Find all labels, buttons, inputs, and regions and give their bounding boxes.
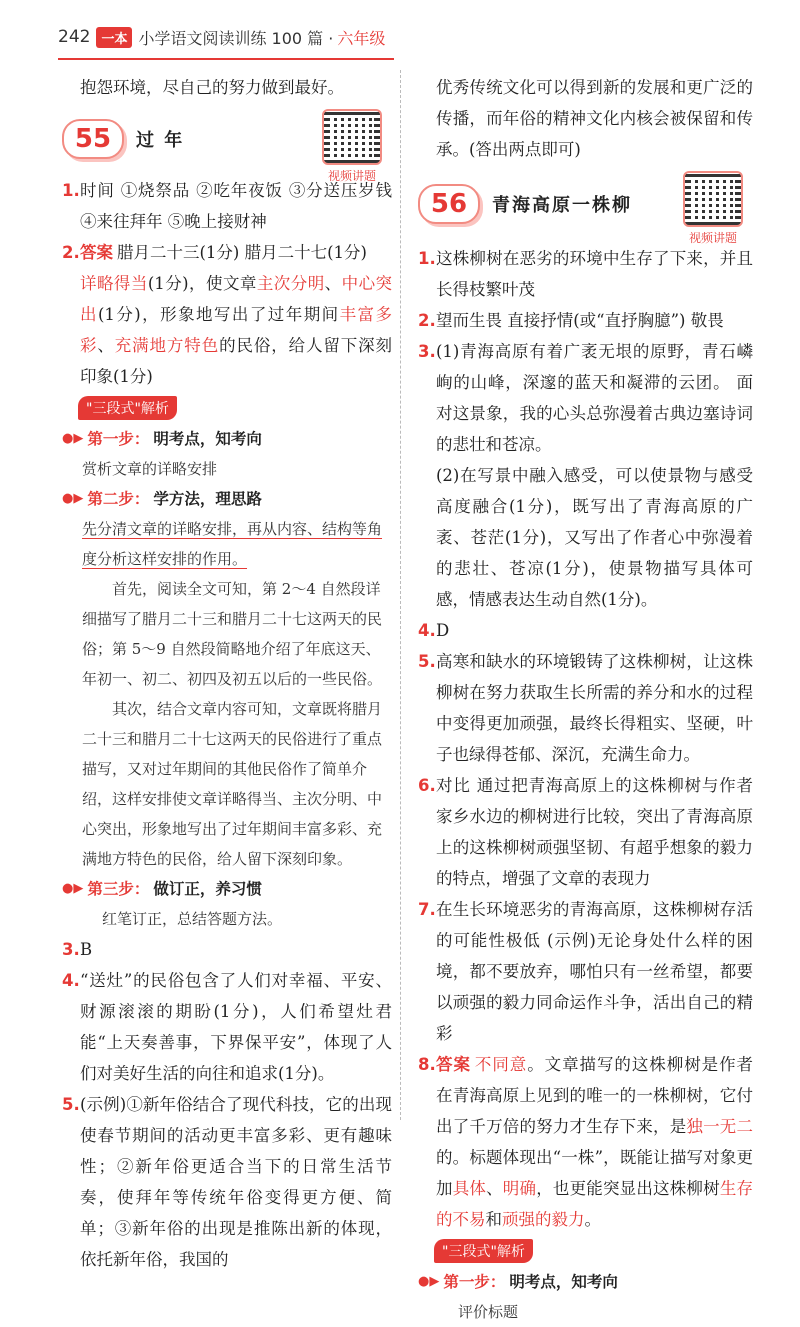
section-56-header [418, 165, 753, 243]
text-run: 。 [584, 1210, 601, 1229]
answer-item [418, 615, 753, 646]
header-rule [58, 58, 394, 60]
page-number: 242 [58, 27, 91, 47]
left-intro: 抱怨环境，尽自己的努力做到最好。 [80, 78, 344, 97]
highlight-text: 充满地方特色 [114, 336, 220, 355]
item-number: 3. [62, 940, 80, 959]
text-run: ，也更能突显出这株柳树 [536, 1179, 720, 1198]
right-continuation: 优秀传统文化可以得到新的发展和更广泛的传播，而年俗的精神文化内核会被保留和传承。(答出两点即可) [436, 78, 753, 159]
step-text: 评价标题 [458, 1303, 519, 1321]
arrow-icon: ●▶ [62, 431, 84, 446]
right-column [418, 72, 753, 1327]
text-run: 。文章描写的这株柳树是作者在青海高原上见到的唯一的一株柳树，它付出了千万倍的努力才生存下来，是 [436, 1055, 754, 1136]
highlight-text: 不同意 [474, 1055, 528, 1074]
item-text: D [436, 621, 450, 640]
section-number-badge: 55 [62, 119, 124, 159]
left-column [62, 72, 392, 1275]
item-number: 4. [418, 621, 436, 640]
arrow-icon: ●▶ [418, 1274, 440, 1289]
step-title: 做订正，养习惯 [153, 880, 262, 898]
highlight-text: 生存的不易 [436, 1179, 754, 1229]
step-1 [418, 1267, 753, 1297]
item-text: 对比 通过把青海高原上的这株柳树与作者家乡水边的柳树进行比较，突出了青海高原上的这株柳树顽强坚韧、有超乎想象的毅力的特点，增强了文章的表现力 [436, 776, 753, 888]
underlined-text: 先分清文章的详略安排，再从内容、结构等角度分析这样安排的作用。 [82, 520, 383, 568]
answer-label: 答案 [436, 1055, 471, 1074]
step-text-underlined [62, 514, 392, 574]
answer-item [418, 336, 753, 615]
answer-item [62, 1089, 392, 1275]
text-run: 和 [485, 1210, 502, 1229]
step-label: 第一步： [443, 1273, 506, 1291]
answer-item [418, 1049, 753, 1235]
highlight-text: 明确 [502, 1179, 537, 1198]
item-number: 1. [62, 181, 80, 200]
qr-label: 视频讲题 [327, 169, 376, 183]
text-run: 、 [324, 274, 342, 293]
answer-item [62, 175, 392, 237]
text-run: (2)在写景中融入感受，可以使景物与感受高度融合(1分)，既写出了青海高原的广袤、苍茫(1分)，又写出了作者心中弥漫着的悲壮、苍凉(1分)，使景物描写具体可感，情感表达生动自然(1分)。 [436, 466, 753, 609]
step-text: 赏析文章的详略安排 [82, 460, 218, 478]
highlight-text: 中心突出 [80, 274, 393, 324]
answer-item [418, 646, 753, 770]
item-number: 5. [418, 652, 436, 671]
item-number: 8. [418, 1055, 436, 1074]
qr-label: 视频讲题 [688, 231, 737, 245]
qr-code-block[interactable] [681, 171, 745, 246]
arrow-icon: ●▶ [62, 881, 84, 896]
qr-code-icon[interactable] [683, 171, 743, 227]
item-text [80, 237, 392, 392]
item-text [436, 336, 753, 615]
item-text: B [80, 940, 93, 959]
text-run: 腊月二十三(1分) 腊月二十七(1分) [117, 243, 367, 262]
qr-code-block[interactable] [320, 109, 384, 184]
step-paragraph-2: 其次，结合文章内容可知，文章既将腊月二十三和腊月二十七这两天的民俗进行了重点描写，又对过年期间的其他民俗作了简单介绍，这样安排使文章详略得当、主次分明、中心突出，形象地写出了过年期间丰富多彩、充满地方特色的民俗，给人留下深刻印象。 [82, 700, 383, 868]
item-text: 望而生畏 直接抒情(或“直抒胸臆”) 敬畏 [436, 311, 724, 330]
item-number: 2. [418, 311, 436, 330]
item-text: 这株柳树在恶劣的环境中生存了下来，并且长得枝繁叶茂 [436, 249, 753, 299]
step-label: 第二步： [87, 490, 150, 508]
section-55-header [62, 103, 392, 183]
item-number: 2. [62, 243, 80, 262]
answer-label: 答案 [80, 243, 113, 262]
answer-item [418, 243, 753, 305]
grade-label: 六年级 [337, 28, 386, 48]
highlight-text: 详略得当 [80, 274, 148, 293]
highlight-text: 具体 [452, 1179, 487, 1198]
item-text: 在生长环境恶劣的青海高原，这株柳树存活的可能性极低 (示例)无论身处什么样的困境，都不要放弃，哪怕只有一丝希望，都要以顽强的毅力同命运作斗争，活出自己的精彩 [436, 900, 753, 1043]
section-title: 青海高原一株柳 [492, 195, 632, 216]
answer-item [418, 305, 753, 336]
analysis-tag: "三段式"解析 [78, 396, 177, 420]
highlight-text: 顽强的毅力 [502, 1210, 585, 1229]
step-2 [62, 484, 392, 514]
text-run: 、 [97, 336, 115, 355]
brand-logo: 一本 [96, 27, 132, 48]
step-1 [62, 424, 392, 454]
text-run: (1)青海高原有着广袤无垠的原野，青石嶙峋的山峰，深邃的蓝天和凝滞的云团。 面对这景象，我的心头总弥漫着古典边塞诗词的悲壮和苍凉。 [436, 342, 753, 454]
item-number: 5. [62, 1095, 80, 1114]
item-text [436, 1049, 753, 1235]
text-run: 的。标题体现出“一株”，既能让描写对象更加 [436, 1148, 753, 1198]
section-title: 过 年 [136, 130, 185, 151]
step-title: 明考点，知考向 [509, 1273, 618, 1291]
answer-item [62, 237, 392, 392]
text-run: 的民俗，给人留下深刻印象(1分) [80, 336, 393, 386]
item-number: 7. [418, 900, 436, 919]
item-number: 1. [418, 249, 436, 268]
section-number-badge: 56 [418, 184, 480, 224]
text-run: 、 [486, 1179, 503, 1198]
answer-item [418, 894, 753, 1049]
step-title: 明考点，知考向 [153, 430, 262, 448]
arrow-icon: ●▶ [62, 491, 84, 506]
answer-item [62, 934, 392, 965]
highlight-text: 独一无二 [686, 1117, 754, 1136]
book-title: 小学语文阅读训练 100 篇 · [138, 28, 334, 48]
item-number: 4. [62, 971, 80, 990]
step-label: 第一步： [87, 430, 150, 448]
item-number: 3. [418, 342, 436, 361]
step-paragraph-1: 首先，阅读全文可知，第 2～4 自然段详细描写了腊月二十三和腊月二十七这两天的民俗；第 5～9 自然段简略地介绍了年底这天、年初一、初二、初四及初五以后的一些民俗。 [82, 580, 383, 688]
page-header [58, 22, 385, 52]
step-3 [62, 874, 392, 904]
item-text: “送灶”的民俗包含了人们对幸福、平安、财源滚滚的期盼(1分)，人们希望灶君能“上天奏善事，下界保平安”，体现了人们对美好生活的向往和追求(1分)。 [80, 971, 392, 1083]
step-text: 红笔订正，总结答题方法。 [102, 910, 283, 928]
item-text: (示例)①新年俗结合了现代科技，它的出现使春节期间的活动更丰富多彩、更有趣味性；②新年俗更适合当下的日常生活节奏，使拜年等传统年俗变得更方便、简单；③新年俗的出现是推陈出新的体现，依托新年俗，我国的 [80, 1095, 392, 1269]
item-number: 6. [418, 776, 436, 795]
answer-item [418, 770, 753, 894]
item-text: 时间 ①烧祭品 ②吃年夜饭 ③分送压岁钱 ④来往拜年 ⑤晚上接财神 [80, 181, 392, 231]
step-title: 学方法，理思路 [153, 490, 262, 508]
column-divider [400, 70, 401, 1120]
text-run: (1分)，形象地写出了过年期间 [97, 305, 340, 324]
step-label: 第三步： [87, 880, 150, 898]
answer-item [62, 965, 392, 1089]
qr-code-icon[interactable] [322, 109, 382, 165]
analysis-tag: "三段式"解析 [434, 1239, 533, 1263]
highlight-text: 主次分明 [256, 274, 325, 293]
item-text: 高寒和缺水的环境锻铸了这株柳树，让这株柳树在努力获取生长所需的养分和水的过程中变得更加顽强，最终长得粗实、坚硬，叶子也绿得苍郁、深沉，充满生命力。 [436, 652, 753, 764]
text-run: (1分)，使文章 [147, 274, 257, 293]
highlight-text: 丰富多彩 [80, 305, 393, 355]
